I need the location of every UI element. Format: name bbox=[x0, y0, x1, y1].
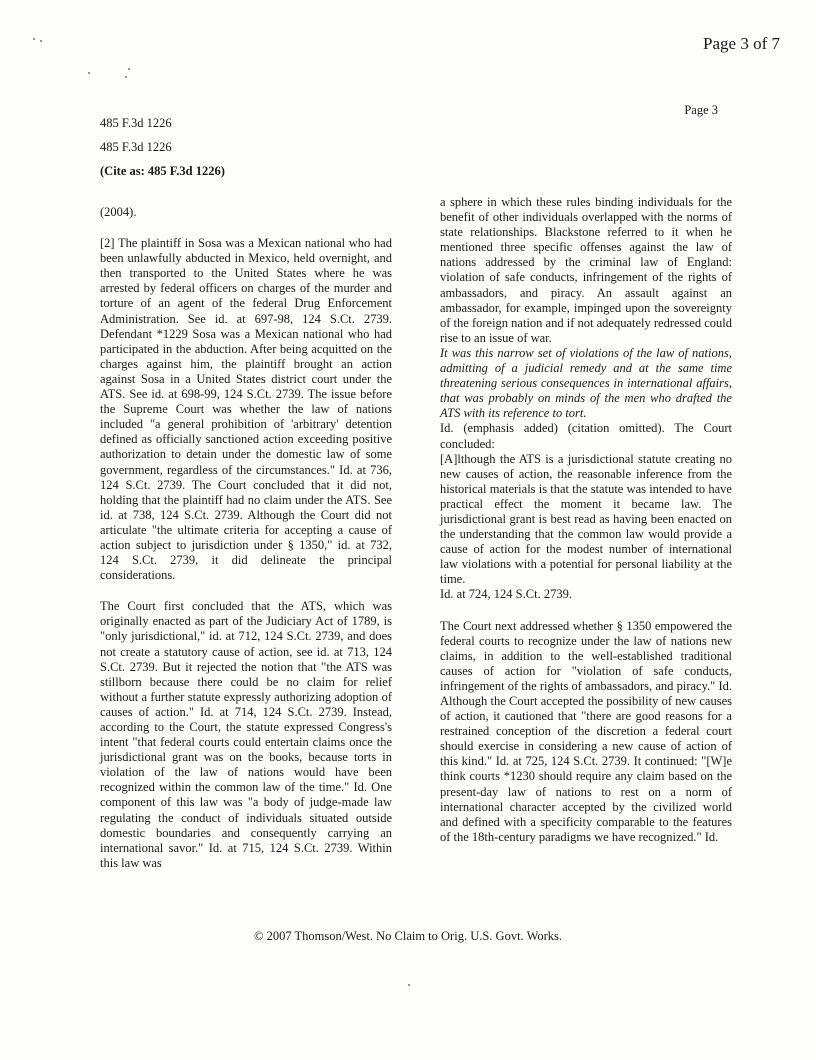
block-quote: a sphere in which these rules binding individuals for the benefit of other individuals overlapped with the norms of state relationships. Blackstone referred to it when he mentioned three specific offenses against the law of nations addressed by the criminal law of England: violation of safe conducts, infringement of the rights of ambassadors, and piracy. An assault against an ambassador, for example, impinged upon the sovereignty of the foreign nation and if not adequately redressed could rise to an issue of war. bbox=[440, 195, 732, 345]
paragraph: The Court first concluded that the ATS, which was originally enacted as part of the Judiciary Act of 1789, is "only jurisdictional," id. at 712, 124 S.Ct. 2739, and does not create a statutory cause of action, see id. at 713, 124 S.Ct. 2739. But it rejected the notion that "the ATS was stillborn because there could be no claim for relief without a further statute expressly authorizing adoption of causes of action." Id. at 714, 124 S.Ct. 2739. Instead, according to the Court, the statute expressed Congress's intent "that federal courts could entertain claims once the jurisdictional grant was on the books, because torts in violation of the law of nations would have been recognized within the common law of the time." Id. One component of this law was "a body of judge-made law regulating the conduct of individuals situated outside domestic boundaries and consequently carrying an international savor." Id. at 715, 124 S.Ct. 2739. Within this law was bbox=[100, 599, 392, 870]
scan-speck bbox=[128, 68, 130, 70]
scan-speck bbox=[33, 38, 35, 40]
scan-speck bbox=[88, 72, 90, 74]
paragraph: Id. at 724, 124 S.Ct. 2739. bbox=[440, 587, 572, 602]
paragraph: The Court next addressed whether § 1350 empowered the federal courts to recognize under the law of nations new claims, in addition to the well-established traditional causes of action for "violation of safe conducts, infringement of the rights of ambassadors, and piracy." Id. Although the Court accepted the possibility of new causes of action, it cautioned that "there are good reasons for a restrained conception of the discretion a federal court should exercise in considering a new cause of action of this kind." Id. at 725, 124 S.Ct. 2739. It continued: "[W]e think courts *1230 should require any claim based on the present-day law of nations to rest on a norm of international character accepted by the civilized world and defined with a specificity comparable to the features of the 18th-century paradigms we have recognized." Id. bbox=[440, 618, 732, 844]
scan-speck bbox=[408, 984, 410, 986]
copyright-footer: © 2007 Thomson/West. No Claim to Orig. U.S. Govt. Works. bbox=[253, 929, 563, 943]
cite-as-line: (Cite as: 485 F.3d 1226) bbox=[100, 164, 225, 178]
block-quote-emphasis: It was this narrow set of violations of the law of nations, admitting of a judicial remedy and at the same time threatening serious consequences in international affairs, that was probably on minds of the men who drafted the ATS with its reference to tort. bbox=[440, 345, 732, 421]
paragraph: (2004). bbox=[100, 205, 137, 219]
page-label: Page 3 bbox=[684, 103, 718, 117]
paragraph: [2] The plaintiff in Sosa was a Mexican national who had been unlawfully abducted in Mexico, held overnight, and then transported to the United States where he was arrested by federal officers on charges of the murder and torture of an agent of the federal Drug Enforcement Administration. See id. at 697-98, 124 S.Ct. 2739. Defendant *1229 Sosa was a Mexican national who had participated in the abduction. After being acquitted on the charges against him, the plaintiff brought an action against Sosa in a United States district court under the ATS. See id. at 698-99, 124 S.Ct. 2739. The issue before the Supreme Court was whether the law of nations included "a general prohibition of 'arbitrary' detention defined as officially sanctioned action exceeding positive authorization to detain under the domestic law of some government, regardless of the circumstances." Id. at 736, 124 S.Ct. 2739. The Court concluded that it did not, holding that the plaintiff had no claim under the ATS. See id. at 738, 124 S.Ct. 2739. Although the Court did not articulate "the ultimate criteria for accepting a cause of action subject to jurisdiction under § 1350," id. at 732, 124 S.Ct. 2739, it did delineate the principal considerations. bbox=[100, 236, 392, 583]
block-quote: [A]lthough the ATS is a jurisdictional statute creating no new causes of action, the reasonable inference from the historical materials is that the statute was intended to have practical effect the moment it became law. The jurisdictional grant is best read as having been enacted on the understanding that the common law would provide a cause of action for the modest number of international law violations with a potential for personal liability at the time. bbox=[440, 451, 732, 587]
left-column bbox=[100, 205, 392, 887]
document-header bbox=[100, 116, 225, 188]
page-counter: Page 3 of 7 bbox=[703, 34, 780, 53]
citation-line: 485 F.3d 1226 bbox=[100, 116, 172, 130]
paragraph: Id. (emphasis added) (citation omitted). The Court concluded: bbox=[440, 421, 732, 451]
scan-speck bbox=[40, 40, 42, 42]
citation-line: 485 F.3d 1226 bbox=[100, 140, 172, 154]
scan-speck bbox=[125, 76, 127, 78]
right-column bbox=[440, 195, 732, 861]
